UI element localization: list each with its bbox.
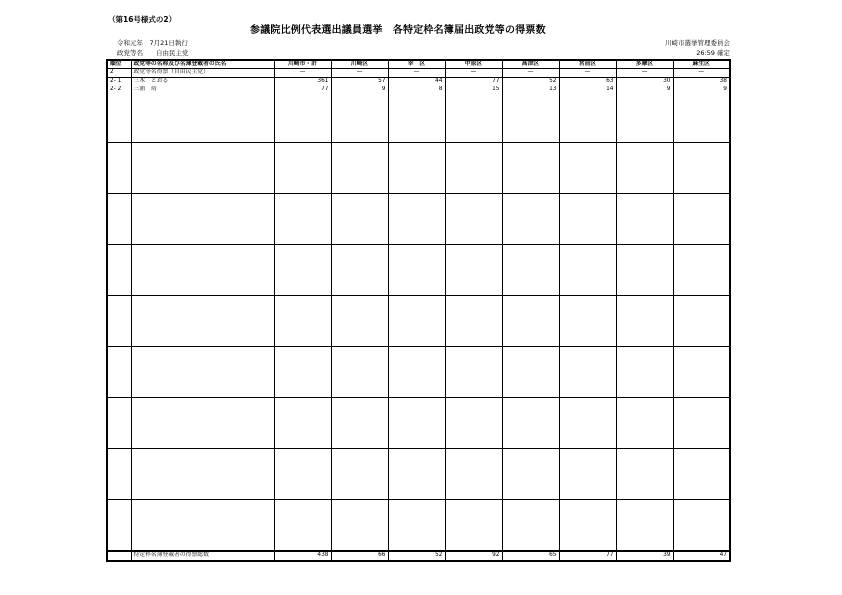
total-value: 438: [274, 551, 331, 561]
empty-row: [107, 398, 730, 449]
total-value: 65: [502, 551, 559, 561]
empty-row: [107, 500, 730, 552]
time-status: 26:59 確定: [696, 49, 730, 57]
vote-count-table: [106, 59, 731, 562]
candidate-name: 三木 とおる: [131, 78, 274, 87]
rank-cell: 2- 2: [107, 86, 131, 94]
empty-row: [107, 194, 730, 245]
empty-row: [107, 94, 730, 143]
total-label: 特定枠名簿登載者の得票総数: [131, 551, 274, 561]
total-value: 47: [673, 551, 730, 561]
name-cell: 政党等名得票（自由民主党）: [131, 69, 274, 78]
value-cell: —: [388, 69, 445, 78]
value-cell: 9: [331, 86, 388, 94]
value-cell: 77: [445, 78, 502, 87]
header-asao-ku: 麻生区: [673, 60, 730, 69]
value-cell: —: [274, 69, 331, 78]
value-cell: —: [502, 69, 559, 78]
value-cell: 14: [559, 86, 616, 94]
empty-row: [107, 245, 730, 296]
empty-row: [107, 347, 730, 398]
header-nakahara-ku: 中原区: [445, 60, 502, 69]
value-cell: —: [559, 69, 616, 78]
value-cell: 15: [445, 86, 502, 94]
header-rank: 順位: [107, 60, 131, 69]
election-date: 令和元年 7月21日執行: [117, 39, 188, 47]
header-kawasaki-ku: 川崎区: [331, 60, 388, 69]
total-value: 77: [559, 551, 616, 561]
table-row: [107, 86, 730, 94]
total-value: 39: [616, 551, 673, 561]
value-cell: 9: [616, 86, 673, 94]
total-value: 52: [388, 551, 445, 561]
value-cell: 8: [388, 86, 445, 94]
value-cell: 9: [673, 86, 730, 94]
total-row: [107, 551, 730, 561]
total-rank-cell: [107, 551, 131, 561]
value-cell: 30: [616, 78, 673, 87]
table-header-row: [107, 60, 730, 69]
value-cell: 52: [502, 78, 559, 87]
rank-cell: 2: [107, 69, 131, 78]
header-tama-ku: 多摩区: [616, 60, 673, 69]
value-cell: 38: [673, 78, 730, 87]
header-takatsu-ku: 高津区: [502, 60, 559, 69]
header-miyamae-ku: 宮前区: [559, 60, 616, 69]
value-cell: —: [445, 69, 502, 78]
value-cell: 57: [331, 78, 388, 87]
value-cell: 44: [388, 78, 445, 87]
value-cell: 77: [274, 86, 331, 94]
table-row: [107, 78, 730, 87]
page-title: 参議院比例代表選出議員選挙 各特定枠名簿届出政党等の得票数: [250, 25, 546, 36]
empty-row: [107, 449, 730, 500]
party-name: 政党等名 自由民主党: [117, 49, 189, 57]
total-value: 92: [445, 551, 502, 561]
form-number: （第16号様式の2）: [108, 15, 177, 24]
header-saiwai-ku: 幸 区: [388, 60, 445, 69]
empty-row: [107, 143, 730, 194]
party-votes-row: [107, 69, 730, 78]
value-cell: 13: [502, 86, 559, 94]
value-cell: —: [673, 69, 730, 78]
value-cell: —: [331, 69, 388, 78]
value-cell: 361: [274, 78, 331, 87]
organization-name: 川崎市選挙管理委員会: [665, 39, 730, 47]
empty-row: [107, 296, 730, 347]
value-cell: —: [616, 69, 673, 78]
total-value: 66: [331, 551, 388, 561]
header-name: 政党等の名称及び名簿登載者の氏名: [131, 60, 274, 69]
value-cell: 63: [559, 78, 616, 87]
rank-cell: 2- 1: [107, 78, 131, 87]
header-city-total: 川崎市・計: [274, 60, 331, 69]
candidate-name: 三浦 靖: [131, 86, 274, 94]
